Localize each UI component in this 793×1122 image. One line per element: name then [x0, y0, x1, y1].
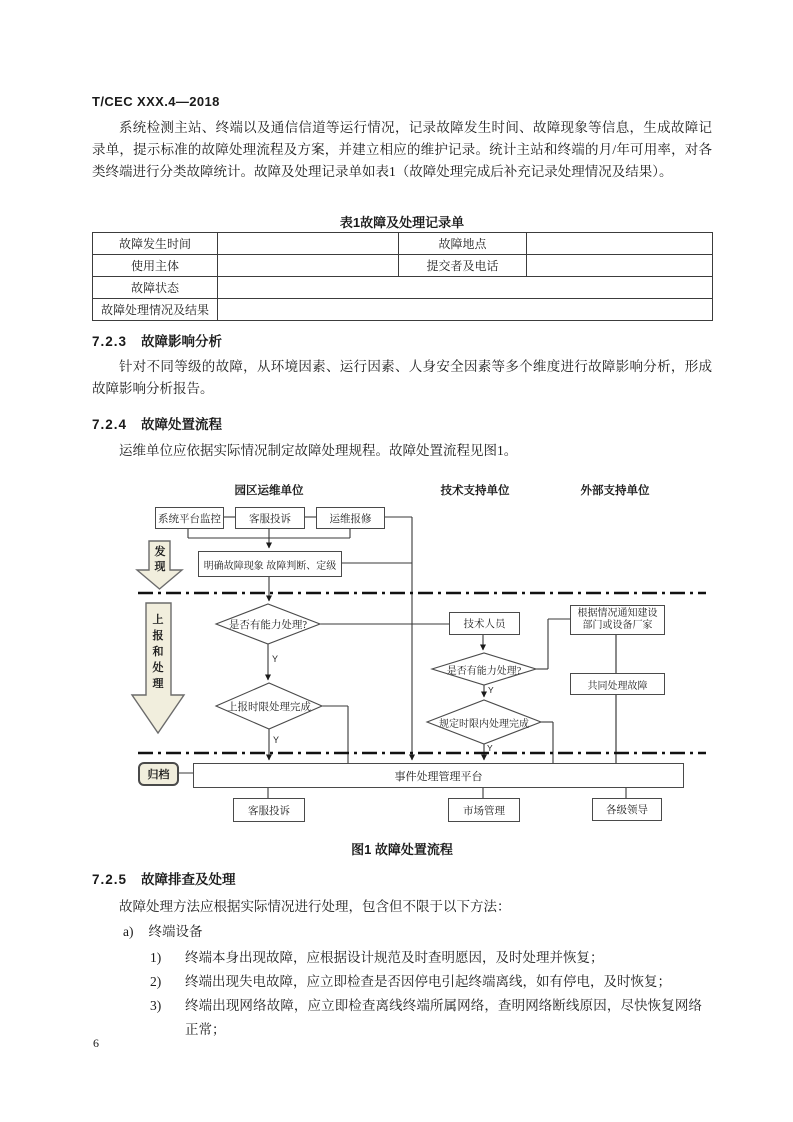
page-number: 6 [93, 1036, 99, 1050]
yes-label: Y [487, 743, 493, 753]
section-725-body: 故障处理方法应根据实际情况进行处理，包含但不限于以下方法： [119, 899, 511, 914]
node-joint: 共同处理故障 [570, 673, 665, 695]
section-723-body: 针对不同等级的故障，从环境因素、运行因素、人身安全因素等多个维度进行故障影响分析，形成故障影响分析报告。 [92, 359, 712, 396]
doc-number: T/CEC XXX.4—2018 [92, 94, 220, 109]
stage-label-discover: 发现 [154, 546, 166, 573]
section-title: 故障排查及处理 [141, 872, 236, 887]
node-notify [570, 605, 665, 635]
yes-label: Y [273, 735, 280, 745]
list-marker: 2) [150, 974, 162, 989]
node-tech-staff: 技术人员 [449, 612, 520, 635]
diamond-deadline1-label: 上报时限处理完成 [227, 701, 311, 713]
section-number: 7.2.3 [92, 334, 128, 349]
list-item-text: 终端出现失电故障，应立即检查是否因停电引起终端离线，如有停电，及时恢复； [185, 974, 671, 989]
list-marker: a) [123, 924, 134, 939]
label-fault-status: 故障状态 [93, 277, 218, 299]
label-user-subject: 使用主体 [93, 255, 218, 277]
node-complaint: 客服投诉 [235, 507, 305, 529]
section-number: 7.2.4 [92, 417, 128, 432]
label-fault-location: 故障地点 [399, 233, 527, 255]
node-identify: 明确故障现象 故障判断、定级 [198, 551, 342, 577]
section-title: 故障影响分析 [141, 334, 223, 349]
node-notify-line2: 部门或设备厂家 [582, 620, 653, 631]
stage-label-report: 上报和处理 [152, 614, 164, 690]
list-item-text: 终端本身出现故障，应根据设计规范及时查明愿因，及时处理并恢复； [185, 950, 604, 965]
label-fault-result: 故障处理情况及结果 [93, 299, 218, 321]
node-market: 市场管理 [448, 798, 520, 822]
node-monitor: 系统平台监控 [155, 507, 224, 529]
node-leaders: 各级领导 [592, 798, 662, 821]
node-platform: 事件处理管理平台 [193, 763, 684, 788]
section-number: 7.2.5 [92, 872, 128, 887]
yes-label: Y [272, 654, 279, 664]
column-header-tech: 技术支持单位 [440, 485, 510, 497]
list-item-a-text: 终端设备 [148, 924, 203, 939]
node-complaint-bottom: 客服投诉 [233, 798, 305, 822]
list-item-text: 终端出现网络故障，应立即检查离线终端所属网络，查明网络断线原因，尽快恢复网络正常； [185, 998, 702, 1037]
column-header-park: 园区运维单位 [234, 485, 304, 497]
section-title: 故障处置流程 [141, 417, 223, 432]
section-724-body: 运维单位应依据实际情况制定故障处理规程。故障处置流程见图1。 [119, 443, 518, 458]
label-fault-time: 故障发生时间 [93, 233, 218, 255]
figure-caption: 图1 故障处置流程 [351, 842, 453, 857]
diamond-capable2-label: 是否有能力处理? [446, 665, 522, 677]
yes-label: Y [488, 685, 494, 695]
list-marker: 3) [150, 998, 162, 1013]
label-submitter-phone: 提交者及电话 [399, 255, 527, 277]
stage-label-archive: 归档 [138, 762, 179, 786]
intro-paragraph: 系统检测主站、终端以及通信信道等运行情况，记录故障发生时间、故障现象等信息，生成故障记录单，提示标准的故障处理流程及方案，并建立相应的维护记录。统计主站和终端的月/年可用率，对各类终端进行分类故障统计。故障及处理记录单如表1（故障处理完成后补充记录处理情况及结果）。 [92, 120, 712, 179]
diamond-deadline2-label: 规定时限内处理完成 [439, 718, 529, 730]
node-notify-line1: 根据情况通知建设 [577, 608, 658, 619]
table1-title: 表1故障及处理记录单 [339, 215, 465, 230]
node-repair: 运维报修 [316, 507, 385, 529]
list-marker: 1) [150, 950, 162, 965]
diamond-capable1-label: 是否有能力处理? [228, 619, 308, 631]
column-header-external: 外部支持单位 [580, 485, 650, 497]
